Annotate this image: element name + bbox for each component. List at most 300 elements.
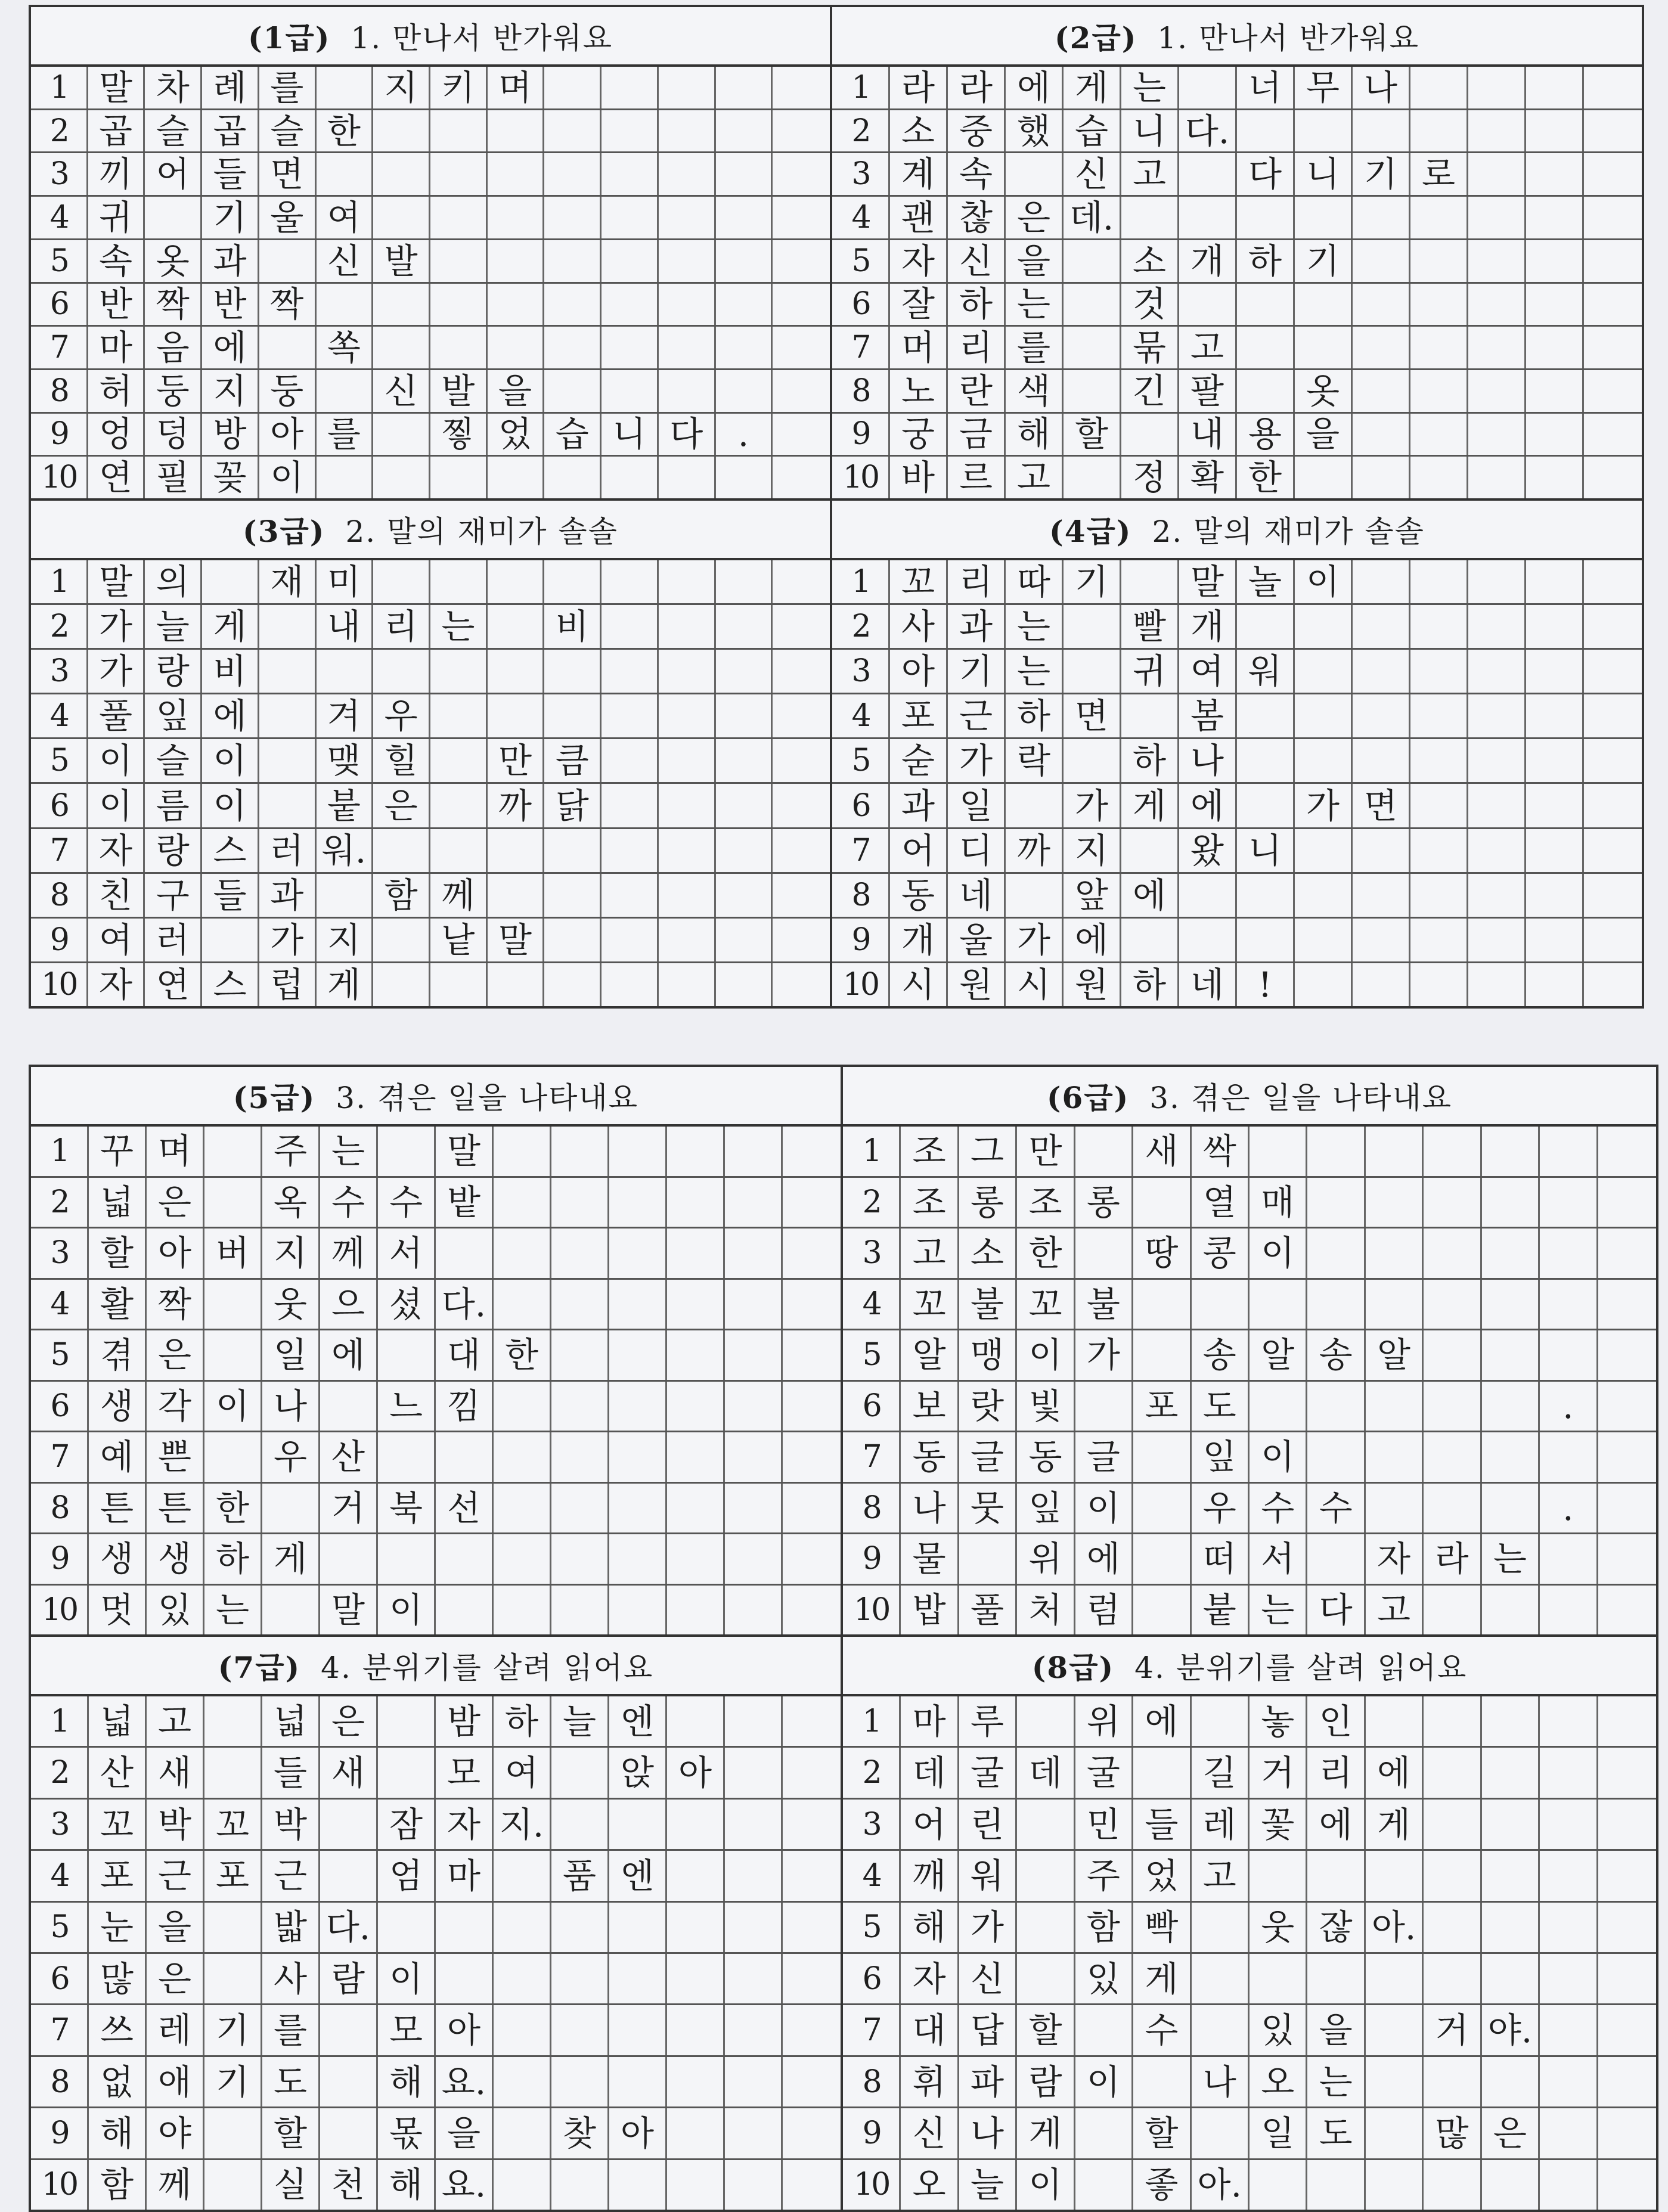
grid-cell: 가 <box>1006 919 1064 961</box>
grid-cell <box>378 1330 436 1380</box>
grid-cell <box>544 457 602 498</box>
grid-cell <box>1482 1382 1540 1431</box>
grid-cell: 네 <box>948 874 1006 917</box>
grid-cell <box>1584 327 1642 368</box>
grid-cell <box>1250 1382 1307 1431</box>
grid-cell <box>1468 457 1526 498</box>
row-number: 7 <box>31 1432 89 1482</box>
grid-cell: 이 <box>378 1586 436 1635</box>
grid-cell: 놓 <box>1250 1696 1307 1746</box>
grid-cell <box>602 370 659 412</box>
grid-cell <box>1250 1280 1307 1329</box>
grid-cell <box>783 1586 841 1635</box>
grid-cell: 해 <box>901 1903 959 1952</box>
grid-cell: 고 <box>147 1696 204 1746</box>
grid-cell <box>1410 67 1468 108</box>
row-number: 10 <box>832 457 890 498</box>
grid-cell: 데 <box>901 1748 959 1797</box>
grid-cell <box>1179 919 1237 961</box>
grid-cell: 천 <box>320 2160 378 2210</box>
grid-cell <box>430 963 488 1006</box>
grid-cell: 잖 <box>1307 1903 1365 1952</box>
grid-cell: 어 <box>890 829 948 872</box>
lesson-panel <box>841 1634 1658 2212</box>
grid-row <box>832 963 1642 1006</box>
grid-cell: 새 <box>1133 1127 1191 1176</box>
grid-cell: 알 <box>901 1330 959 1380</box>
grid-cell <box>1584 605 1642 648</box>
grid-row <box>832 153 1642 197</box>
grid-cell: 함 <box>373 874 430 917</box>
grid-cell <box>659 457 716 498</box>
writing-grid <box>31 1696 841 2210</box>
grid-cell: 튼 <box>89 1484 147 1533</box>
grid-cell: 을 <box>147 1903 204 1952</box>
grid-cell: 하 <box>1006 694 1064 737</box>
grid-cell: 슬 <box>259 110 317 152</box>
grid-cell <box>716 963 773 1006</box>
grid-cell <box>1526 370 1584 412</box>
grid-cell <box>1598 2108 1656 2158</box>
grid-cell <box>488 153 545 195</box>
grid-cell: 느 <box>378 1382 436 1431</box>
grid-cell: 여 <box>317 197 374 238</box>
grid-cell: 근 <box>147 1851 204 1900</box>
grid-cell <box>773 110 830 152</box>
grid-cell: 계 <box>890 153 948 195</box>
grid-cell: 지 <box>1064 829 1121 872</box>
grid-cell <box>773 457 830 498</box>
grid-row <box>832 240 1642 284</box>
grid-cell <box>1017 1903 1075 1952</box>
grid-cell <box>1017 1800 1075 1849</box>
grid-row <box>31 1432 841 1484</box>
grid-cell <box>1482 1127 1540 1176</box>
grid-cell <box>1540 1280 1598 1329</box>
grid-cell <box>488 963 545 1006</box>
grid-cell <box>783 1800 841 1849</box>
grid-cell <box>494 2005 551 2055</box>
grid-cell: 것 <box>1121 284 1179 325</box>
grid-cell: 근 <box>948 694 1006 737</box>
grid-cell <box>1133 1534 1191 1584</box>
grid-cell <box>1526 650 1584 693</box>
grid-cell <box>609 1330 667 1380</box>
grid-cell <box>430 560 488 603</box>
grid-cell <box>259 327 317 368</box>
grid-cell <box>667 1696 725 1746</box>
grid-cell: 도 <box>262 2057 320 2106</box>
grid-cell <box>1307 1432 1365 1482</box>
grid-cell <box>667 1586 725 1635</box>
grid-cell <box>1366 1178 1424 1227</box>
grid-cell: 낱 <box>430 919 488 961</box>
grid-cell <box>1468 560 1526 603</box>
panel-header <box>31 7 830 67</box>
grid-cell <box>773 67 830 108</box>
grid-row <box>31 605 830 650</box>
grid-cell: 에 <box>1179 784 1237 827</box>
grid-cell: 몫 <box>378 2108 436 2158</box>
worksheet-top-section <box>29 5 1644 1009</box>
grid-cell <box>609 1382 667 1431</box>
grid-cell <box>1540 2160 1598 2210</box>
grid-cell: 랑 <box>145 650 202 693</box>
grid-cell: 허 <box>88 370 145 412</box>
grid-cell: 가 <box>88 605 145 648</box>
grid-cell <box>1410 739 1468 782</box>
grid-cell <box>1250 1851 1307 1900</box>
grid-cell: 르 <box>948 457 1006 498</box>
grid-row <box>31 1586 841 1635</box>
grid-cell <box>1468 963 1526 1006</box>
grid-cell: 여 <box>494 1748 551 1797</box>
grid-cell: 수 <box>1307 1484 1365 1533</box>
grid-cell: 꽃 <box>1250 1800 1307 1849</box>
grid-cell: 을 <box>1307 2005 1365 2055</box>
grid-cell <box>1410 284 1468 325</box>
grid-cell: 숟 <box>890 739 948 782</box>
grid-cell <box>725 1280 783 1329</box>
grid-cell <box>1410 605 1468 648</box>
grid-cell: 굴 <box>959 1748 1017 1797</box>
grid-cell <box>1526 153 1584 195</box>
row-number: 6 <box>832 284 890 325</box>
row-number: 1 <box>31 560 88 603</box>
grid-row <box>31 2057 841 2108</box>
grid-cell <box>1526 284 1584 325</box>
grid-cell <box>1468 605 1526 648</box>
grid-cell: 무 <box>1295 67 1353 108</box>
grid-cell <box>259 650 317 693</box>
grid-cell: 말 <box>88 67 145 108</box>
grid-cell: 데 <box>1017 1748 1075 1797</box>
row-number: 6 <box>843 1954 901 2003</box>
grid-cell: 거 <box>1424 2005 1481 2055</box>
grid-cell <box>783 1534 841 1584</box>
grid-row <box>31 67 830 110</box>
grid-cell: 들 <box>202 874 259 917</box>
grid-cell: 셨 <box>378 1280 436 1329</box>
grid-cell: 린 <box>959 1800 1017 1849</box>
grade-label: (8급) <box>1031 1650 1115 1685</box>
row-number: 4 <box>31 1851 89 1900</box>
row-number: 8 <box>843 2057 901 2106</box>
grid-cell <box>1295 694 1353 737</box>
grid-cell <box>1410 963 1468 1006</box>
lesson-title: 2. 말의 재미가 솔솔 <box>345 514 618 549</box>
grid-cell <box>1584 414 1642 455</box>
grid-cell: 아 <box>436 2005 494 2055</box>
grid-cell: 기 <box>204 2005 262 2055</box>
grid-cell: 말 <box>88 560 145 603</box>
grid-cell <box>1295 605 1353 648</box>
grid-cell <box>1353 560 1410 603</box>
grid-cell <box>1192 2108 1250 2158</box>
grid-cell <box>1468 784 1526 827</box>
grid-cell <box>1526 739 1584 782</box>
grid-cell <box>1237 284 1295 325</box>
grid-cell: 이 <box>1075 1484 1133 1533</box>
grid-cell: 은 <box>147 1330 204 1380</box>
grid-row <box>31 370 830 414</box>
grid-cell: 롱 <box>1075 1178 1133 1227</box>
grid-cell <box>1468 829 1526 872</box>
grid-cell: 묶 <box>1121 327 1179 368</box>
grid-cell <box>1584 240 1642 282</box>
row-number: 1 <box>832 560 890 603</box>
grid-cell <box>1410 829 1468 872</box>
grid-cell <box>204 1330 262 1380</box>
grid-cell: 워 <box>959 1851 1017 1900</box>
grid-cell <box>716 739 773 782</box>
row-number: 1 <box>31 67 88 108</box>
row-number: 1 <box>843 1696 901 1746</box>
grid-cell: 여 <box>1179 650 1237 693</box>
grid-cell: 큼 <box>544 739 602 782</box>
row-number: 5 <box>832 739 890 782</box>
grid-cell <box>1353 605 1410 648</box>
grid-cell: 재 <box>259 560 317 603</box>
grid-cell: 에 <box>1075 1534 1133 1584</box>
grid-cell <box>1410 414 1468 455</box>
grid-cell: 하 <box>494 1696 551 1746</box>
grid-cell <box>783 1178 841 1227</box>
grid-cell <box>436 1534 494 1584</box>
grid-cell: 다 <box>1307 1586 1365 1635</box>
grid-cell <box>609 1903 667 1952</box>
grid-cell: 가 <box>948 739 1006 782</box>
grid-cell <box>667 1382 725 1431</box>
grid-cell: 신 <box>373 370 430 412</box>
grid-cell <box>317 650 374 693</box>
grid-cell <box>1424 1903 1481 1952</box>
grid-row <box>832 605 1642 650</box>
grid-cell: 귀 <box>88 197 145 238</box>
grid-cell <box>1598 1696 1656 1746</box>
grid-cell: 아 <box>890 650 948 693</box>
lesson-title: 3. 겪은 일을 나타내요 <box>1149 1081 1453 1115</box>
row-number: 4 <box>832 694 890 737</box>
grid-cell <box>544 560 602 603</box>
grade-label: (7급) <box>218 1650 301 1685</box>
grid-cell: 잎 <box>145 694 202 737</box>
grid-cell: 에 <box>1133 1696 1191 1746</box>
grid-cell <box>1584 739 1642 782</box>
grid-cell: 자 <box>88 963 145 1006</box>
grid-cell <box>783 1382 841 1431</box>
grid-cell <box>544 694 602 737</box>
grid-cell <box>1468 874 1526 917</box>
panel-header <box>31 501 830 560</box>
grid-cell <box>667 1330 725 1380</box>
grid-cell <box>1064 327 1121 368</box>
grid-cell <box>1468 284 1526 325</box>
grid-cell: 없 <box>89 2057 147 2106</box>
grid-cell <box>488 327 545 368</box>
grid-cell <box>1410 457 1468 498</box>
grid-cell <box>659 327 716 368</box>
grid-cell: 워 <box>1237 650 1295 693</box>
grid-cell <box>1540 1228 1598 1278</box>
grid-cell <box>259 739 317 782</box>
grid-cell: 에 <box>202 327 259 368</box>
grid-cell: 이 <box>88 784 145 827</box>
grid-cell: 인 <box>1307 1696 1365 1746</box>
grid-cell <box>659 963 716 1006</box>
grid-cell <box>1482 1903 1540 1952</box>
grid-cell <box>659 919 716 961</box>
grid-cell <box>725 1903 783 1952</box>
writing-grid <box>832 560 1642 1006</box>
grid-cell <box>1064 605 1121 648</box>
grid-row <box>31 153 830 197</box>
grid-row <box>31 1280 841 1331</box>
grid-cell: 수 <box>378 1178 436 1227</box>
grid-cell <box>1410 784 1468 827</box>
grid-cell <box>716 457 773 498</box>
grid-cell <box>1121 919 1179 961</box>
grid-cell <box>204 1432 262 1482</box>
grid-cell <box>1584 784 1642 827</box>
grid-cell: 예 <box>89 1432 147 1482</box>
grid-cell <box>488 829 545 872</box>
grid-cell: 동 <box>890 874 948 917</box>
grid-cell <box>204 1127 262 1176</box>
grid-cell <box>1598 1127 1656 1176</box>
grid-cell: 밟 <box>262 1903 320 1952</box>
grid-cell: 한 <box>494 1330 551 1380</box>
grid-cell <box>716 284 773 325</box>
row-number: 10 <box>31 2160 89 2210</box>
row-number: 5 <box>31 1903 89 1952</box>
grid-cell: 게 <box>317 963 374 1006</box>
grid-cell: 짝 <box>147 1280 204 1329</box>
grid-cell: 많 <box>89 1954 147 2003</box>
grid-cell <box>1353 963 1410 1006</box>
grid-cell: 은 <box>1482 2108 1540 2158</box>
grid-cell <box>659 560 716 603</box>
grid-row <box>31 919 830 963</box>
grid-cell <box>659 605 716 648</box>
grid-cell <box>716 240 773 282</box>
grid-cell <box>783 2057 841 2106</box>
grid-cell: 기 <box>202 197 259 238</box>
grid-cell: 는 <box>204 1586 262 1635</box>
grid-cell <box>373 560 430 603</box>
lesson-title: 3. 겪은 일을 나타내요 <box>336 1081 639 1115</box>
grid-cell <box>488 284 545 325</box>
grid-row <box>31 963 830 1006</box>
grid-cell <box>716 370 773 412</box>
row-number: 3 <box>843 1800 901 1849</box>
grid-row <box>31 1903 841 1954</box>
grid-cell: 이 <box>1075 2057 1133 2106</box>
grid-cell <box>1237 784 1295 827</box>
grid-cell <box>544 650 602 693</box>
grid-cell <box>602 110 659 152</box>
grid-cell: 새 <box>147 1748 204 1797</box>
grid-cell: 위 <box>1075 1696 1133 1746</box>
grid-cell <box>1526 919 1584 961</box>
grid-cell: 가 <box>88 650 145 693</box>
grid-cell: 애 <box>147 2057 204 2106</box>
grid-cell <box>551 1178 609 1227</box>
grid-cell: 를 <box>259 67 317 108</box>
grid-cell: 워. <box>317 829 374 872</box>
grid-cell <box>544 829 602 872</box>
grid-cell <box>1584 457 1642 498</box>
grid-cell: 노 <box>890 370 948 412</box>
grid-row <box>843 1484 1656 1535</box>
grid-cell <box>378 1534 436 1584</box>
grid-cell <box>1482 1330 1540 1380</box>
grid-cell: 굴 <box>1075 1748 1133 1797</box>
grid-cell <box>494 1586 551 1635</box>
grid-cell <box>204 1178 262 1227</box>
grid-row <box>843 1382 1656 1433</box>
grid-cell: 금 <box>948 414 1006 455</box>
grid-cell: 멋 <box>89 1586 147 1635</box>
grid-cell <box>783 1330 841 1380</box>
grid-cell: 엔 <box>609 1851 667 1900</box>
grid-cell <box>430 457 488 498</box>
grid-cell: 하 <box>1121 963 1179 1006</box>
grid-row <box>31 874 830 919</box>
grid-cell <box>1237 197 1295 238</box>
grid-cell <box>430 650 488 693</box>
lesson-title: 1. 만나서 반가워요 <box>1157 21 1419 55</box>
grid-cell: 거 <box>320 1484 378 1533</box>
grid-cell <box>1584 284 1642 325</box>
grid-cell: 함 <box>89 2160 147 2210</box>
grid-cell: 게 <box>1121 784 1179 827</box>
grid-cell <box>659 694 716 737</box>
grid-row <box>843 1903 1656 1954</box>
grid-cell <box>1598 1280 1656 1329</box>
grid-cell: 롱 <box>959 1178 1017 1227</box>
grid-cell <box>1540 1586 1598 1635</box>
grid-cell: 있 <box>1075 1954 1133 2003</box>
grid-cell <box>609 1178 667 1227</box>
grid-cell <box>1353 650 1410 693</box>
grid-cell <box>1410 240 1468 282</box>
grid-cell <box>1133 1280 1191 1329</box>
grid-cell: 수 <box>320 1178 378 1227</box>
grid-cell <box>1584 694 1642 737</box>
row-number: 3 <box>843 1228 901 1278</box>
grid-cell: 과 <box>890 784 948 827</box>
grid-cell: 을 <box>1295 414 1353 455</box>
grid-cell: 다 <box>659 414 716 455</box>
grid-cell: 는 <box>1006 284 1064 325</box>
grid-cell: 할 <box>89 1228 147 1278</box>
row-number: 5 <box>31 1330 89 1380</box>
grid-row <box>31 1954 841 2005</box>
grid-cell: 에 <box>320 1330 378 1380</box>
grid-cell: 있 <box>1250 2005 1307 2055</box>
grid-cell <box>1133 1484 1191 1533</box>
grid-cell <box>1237 327 1295 368</box>
grid-row <box>832 650 1642 694</box>
grid-cell: 도 <box>1307 2108 1365 2158</box>
grid-cell <box>378 1127 436 1176</box>
grid-cell <box>1121 694 1179 737</box>
grid-cell <box>1424 2057 1481 2106</box>
grid-cell: 꼬 <box>204 1800 262 1849</box>
grid-cell <box>1584 650 1642 693</box>
grid-cell: 늘 <box>959 2160 1017 2210</box>
